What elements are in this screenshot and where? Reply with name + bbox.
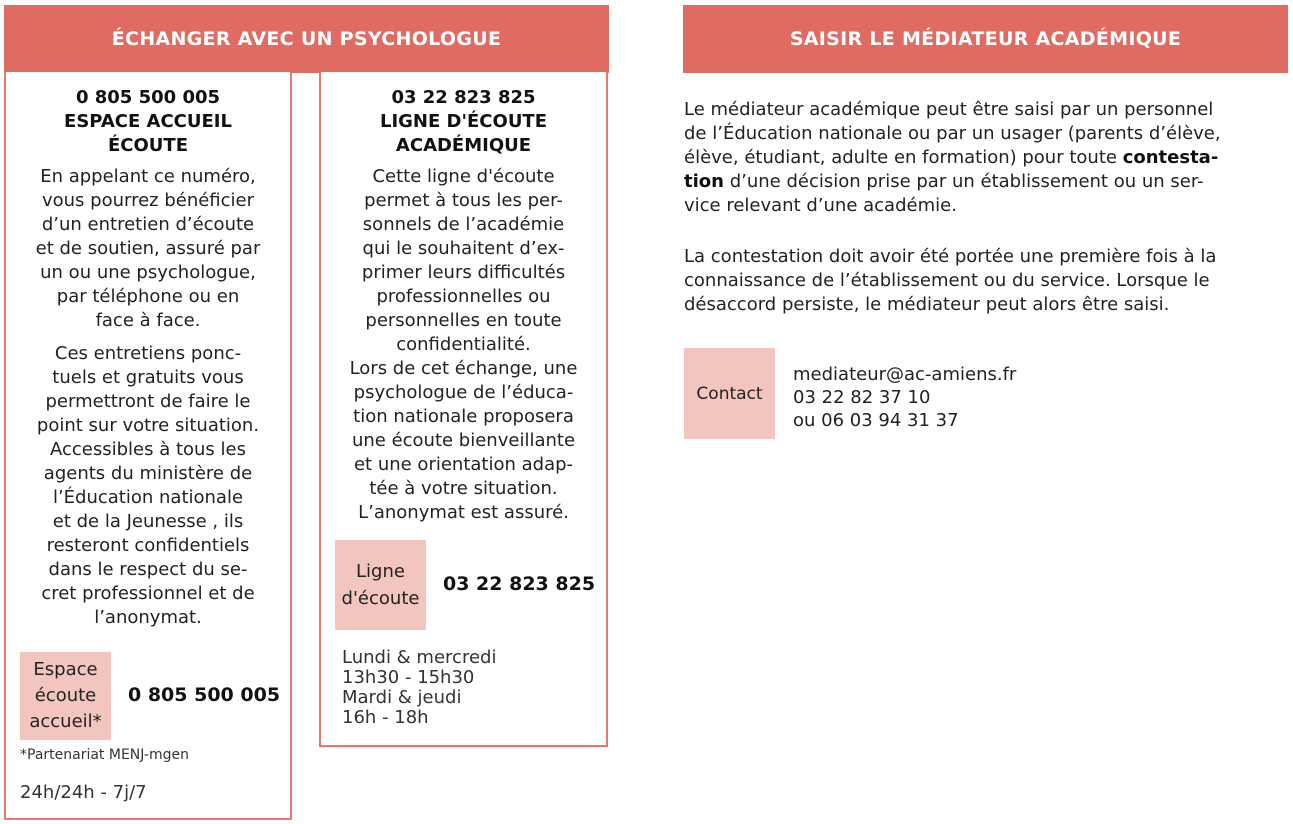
badge-line: Ligne	[356, 561, 405, 582]
text-line: qui le souhaitent d’ex-	[362, 238, 565, 259]
ligne-ecoute-hours	[342, 648, 496, 728]
espace-accueil-title-line1: ESPACE ACCUEIL	[64, 111, 232, 132]
text-line: permet à tous les per-	[364, 190, 563, 211]
text-line: l’Éducation nationale	[52, 487, 244, 508]
right-banner-title: SAISIR LE MÉDIATEUR ACADÉMIQUE	[789, 28, 1182, 50]
mediateur-description	[684, 98, 1288, 218]
text-line: l’anonymat.	[94, 607, 202, 628]
espace-accueil-description	[6, 165, 290, 333]
text-line: Le médiateur académique peut être saisi par un personnel	[684, 99, 1214, 120]
badge-line: écoute	[34, 685, 97, 706]
text-line: face à face.	[95, 310, 201, 331]
ligne-ecoute-phone[interactable]: 03 22 823 825	[391, 87, 536, 108]
hours-line: Mardi & jeudi	[342, 687, 462, 708]
text-line: dans le respect du se-	[48, 559, 248, 580]
ligne-ecoute-title-line1: LIGNE D'ÉCOUTE	[379, 111, 548, 132]
text-line: vice relevant d’une académie.	[684, 195, 957, 216]
contact-email-link[interactable]: mediateur@ac-amiens.fr	[793, 364, 1017, 385]
text-line: resteront confidentiels	[46, 535, 250, 556]
contact-phone-2[interactable]: ou 06 03 94 31 37	[793, 410, 959, 431]
text-line: vous pourrez bénéficier	[41, 190, 255, 211]
mediateur-conditions	[684, 245, 1288, 317]
badge-line: d'écoute	[341, 588, 420, 609]
text-line: cret professionnel et de	[41, 583, 255, 604]
text-line: confidentialité.	[396, 334, 531, 355]
hours-line: 16h - 18h	[342, 707, 429, 728]
text-line: tion nationale proposera	[353, 406, 574, 427]
text-line: tuels et gratuits vous	[52, 367, 244, 388]
contact-label: Contact	[696, 383, 763, 404]
text-line: connaissance de l’établissement ou du service. Lorsque le	[684, 270, 1210, 291]
text-line: psychologue de l’éduca-	[353, 382, 574, 403]
espace-accueil-heading	[6, 86, 290, 158]
espace-accueil-title-line2: ÉCOUTE	[108, 135, 188, 156]
ligne-ecoute-description	[321, 165, 606, 525]
text-line: sonnels de l’académie	[362, 214, 565, 235]
text-line: et de soutien, assuré par	[35, 238, 261, 259]
text-line: primer leurs difficultés	[361, 262, 566, 283]
text-line: permettront de faire le	[45, 391, 251, 412]
contact-phone-1[interactable]: 03 22 82 37 10	[793, 387, 931, 408]
text-line: et de la Jeunesse , ils	[52, 511, 244, 532]
text-line: L’anonymat est assuré.	[358, 502, 569, 523]
badge-line: Espace	[33, 659, 98, 680]
text-line: Accessibles à tous les	[49, 439, 246, 460]
ligne-ecoute-heading	[321, 86, 606, 158]
text-line: Ces entretiens ponc-	[54, 343, 242, 364]
text-line: tée à votre situation.	[369, 478, 558, 499]
text-line	[684, 146, 1288, 170]
text-line: un ou une psychologue,	[40, 262, 256, 283]
partnership-footnote: *Partenariat MENJ-mgen	[20, 747, 189, 763]
espace-ecoute-badge	[20, 652, 111, 740]
text-line: et une orientation adap-	[353, 454, 574, 475]
ligne-ecoute-badge	[335, 540, 426, 630]
contact-details	[793, 363, 1016, 432]
hours-line: 13h30 - 15h30	[342, 667, 475, 688]
espace-badge-phone[interactable]: 0 805 500 005	[128, 684, 281, 706]
bold-contestation: contesta-	[1122, 147, 1219, 168]
text-line: En appelant ce numéro,	[40, 166, 256, 187]
text-line: Cette ligne d'écoute	[372, 166, 555, 187]
text-line	[684, 170, 1288, 194]
right-section-banner	[683, 5, 1288, 73]
text-line: agents du ministère de	[43, 463, 253, 484]
espace-accueil-details	[6, 342, 290, 630]
ligne-ecoute-title-line2: ACADÉMIQUE	[395, 135, 532, 156]
espace-hours: 24h/24h - 7j/7	[20, 782, 147, 803]
text-line: de l’Éducation nationale ou par un usager (parents d’élève,	[684, 123, 1221, 144]
text-line: La contestation doit avoir été portée une première fois à la	[684, 246, 1217, 267]
text-line: une écoute bienveillante	[351, 430, 576, 451]
ligne-badge-phone[interactable]: 03 22 823 825	[443, 573, 596, 595]
left-section-banner	[4, 5, 609, 73]
text-line: par téléphone ou en	[56, 286, 240, 307]
text-line: personnelles en toute	[365, 310, 562, 331]
text-line: point sur votre situation.	[36, 415, 260, 436]
text-line: Lors de cet échange, une	[349, 358, 578, 379]
text-line: d’un entretien d’écoute	[41, 214, 255, 235]
contact-badge	[684, 348, 775, 439]
hours-line: Lundi & mercredi	[342, 647, 497, 668]
text-segment: d’une décision prise par un établissement ou un ser-	[729, 171, 1204, 192]
left-banner-title: ÉCHANGER AVEC UN PSYCHOLOGUE	[111, 28, 502, 50]
badge-line: accueil*	[29, 711, 102, 732]
text-segment: élève, étudiant, adulte en formation) pour toute	[684, 147, 1117, 168]
text-line: professionnelles ou	[376, 286, 551, 307]
bold-tion: tion	[684, 171, 724, 192]
text-line: désaccord persiste, le médiateur peut alors être saisi.	[684, 294, 1170, 315]
espace-accueil-phone[interactable]: 0 805 500 005	[75, 87, 221, 108]
